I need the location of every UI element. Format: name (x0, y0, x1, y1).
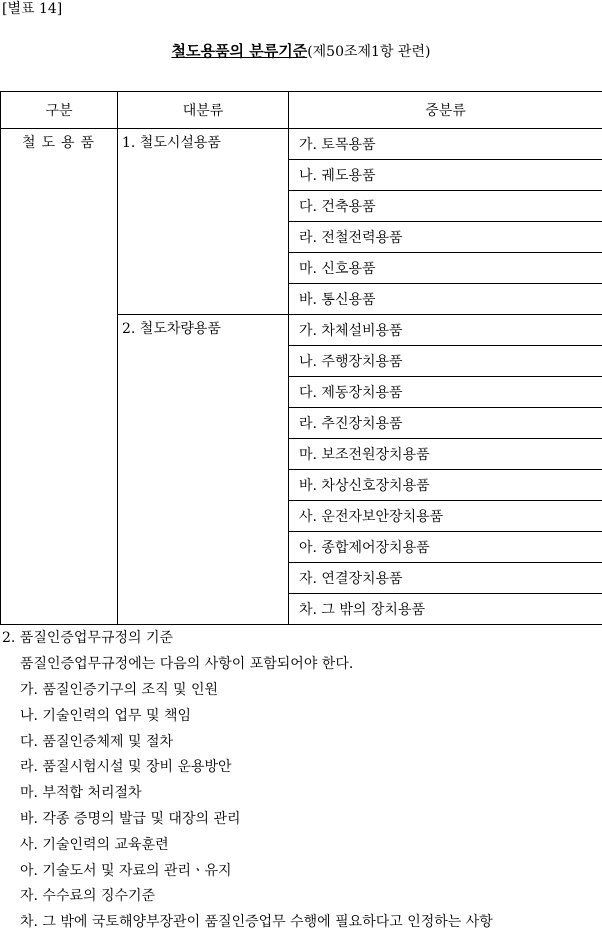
list-item: 아. 기술도서 및 자료의 관리ㆍ유지 (20, 861, 602, 881)
list-item: 마. 부적합 처리절차 (20, 783, 602, 803)
sub-category: 나. 궤도용품 (289, 160, 602, 191)
sub-category: 라. 추진장치용품 (289, 408, 602, 439)
requirement-list (2, 680, 602, 932)
header-major: 대분류 (118, 92, 289, 129)
sub-category: 마. 신호용품 (289, 253, 602, 284)
sub-category: 사. 운전자보안장치용품 (289, 501, 602, 532)
sub-category: 차. 그 밖의 장치용품 (289, 594, 602, 625)
sub-category: 가. 토목용품 (289, 129, 602, 160)
table-row (1, 129, 602, 160)
header-group: 구분 (1, 92, 118, 129)
header-middle: 중분류 (289, 92, 602, 129)
list-item: 나. 기술인력의 업무 및 책임 (20, 706, 602, 726)
sub-category: 가. 차체설비용품 (289, 315, 602, 346)
document-title (0, 40, 602, 63)
section-intro: 품질인증업무규정에는 다음의 사항이 포함되어야 한다. (2, 654, 602, 674)
list-item: 사. 기술인력의 교육훈련 (20, 835, 602, 855)
sub-category: 바. 차상신호장치용품 (289, 470, 602, 501)
sub-category: 나. 주행장치용품 (289, 346, 602, 377)
title-sub: (제50조제1항 관련) (307, 44, 430, 60)
major-category-2: 2. 철도차량용품 (118, 315, 289, 625)
title-main: 철도용품의 분류기준 (172, 42, 308, 60)
sub-category: 바. 통신용품 (289, 284, 602, 315)
list-item: 자. 수수료의 징수기준 (20, 886, 602, 906)
sub-category: 다. 건축용품 (289, 191, 602, 222)
classification-table (0, 91, 602, 625)
list-item: 차. 그 밖에 국토해양부장관이 품질인증업무 수행에 필요하다고 인정하는 사항 (20, 912, 602, 932)
list-item: 다. 품질인증체제 및 절차 (20, 732, 602, 752)
section-heading: 2. 품질인증업무규정의 기준 (2, 628, 602, 648)
group-cell: 철도용품 (1, 129, 118, 625)
table-header-row (1, 92, 602, 129)
sub-category: 마. 보조전원장치용품 (289, 439, 602, 470)
list-item: 라. 품질시험시설 및 장비 운용방안 (20, 757, 602, 777)
major-category-1: 1. 철도시설용품 (118, 129, 289, 315)
list-item: 바. 각종 증명의 발급 및 대장의 관리 (20, 809, 602, 829)
sub-category: 라. 전철전력용품 (289, 222, 602, 253)
sub-category: 아. 종합제어장치용품 (289, 532, 602, 563)
sub-category: 자. 연결장치용품 (289, 563, 602, 594)
sub-category: 다. 제동장치용품 (289, 377, 602, 408)
section-quality-certification (2, 628, 602, 938)
list-item: 가. 품질인증기구의 조직 및 인원 (20, 680, 602, 700)
annex-label: [별표 14] (2, 0, 62, 18)
